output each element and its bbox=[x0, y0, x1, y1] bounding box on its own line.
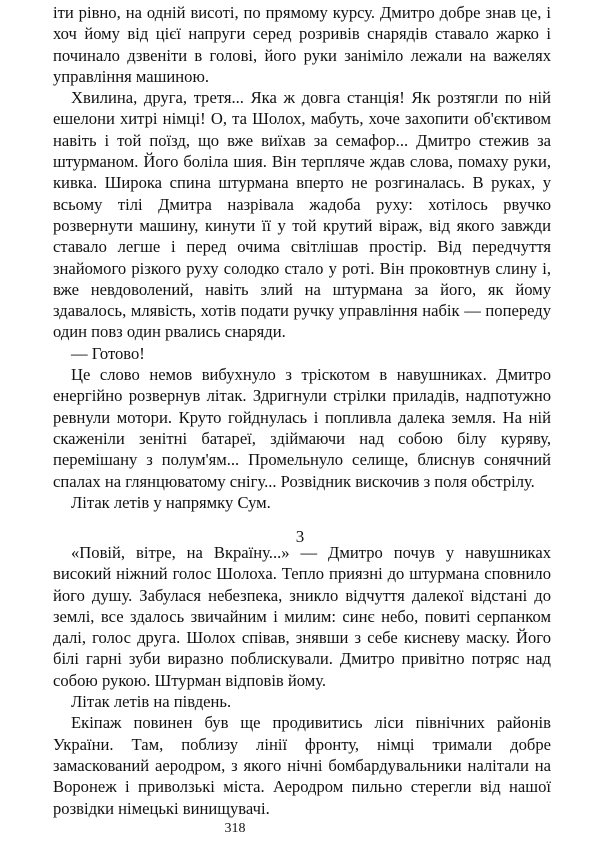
paragraph-ready: — Готово! bbox=[71, 343, 145, 363]
page-number: 318 bbox=[224, 821, 246, 836]
paragraph-continuation: іти рівно, на одній висоті, по прямому курсу. Дмитро добре знав це, і хоч йому від цієї напруги серед розривів снарядів ставало жарко і починало дзвеніти в голові, його руки заніміло лежали на важелях управління машиною. bbox=[53, 3, 551, 86]
paragraph-south: Літак летів на південь. bbox=[71, 692, 232, 712]
paragraph-song: «Повій, вітре, на Вкраїну...» — Дмитро почув у навушниках високий ніжний голос Шолоха. Тепло приязні до штурмана сповнило його душу. Забулася небезпека, зникло відчуття далекої відстані до землі, все здалось звичайним і милим: синє небо, повиті серпанком далі, голос друга. Шолох співав, знявши з себе кисневу маску. Його білі гарні зуби виразно поблискували. Дмитро привітно потряс над собою рукою. Штурман відповів йому. bbox=[53, 543, 551, 690]
paragraph-turn: Це слово немов вибухнуло з тріскотом в навушниках. Дмитро енергійно розвернув літак. Здригнули стрілки приладів, надпотужно ревнули мотори. Круто гойднулась і попливла далека земля. На ній скаженіли зенітні батареї, здіймаючи над собою білу куряву, перемішану з полум'ям... Промельнуло селище, блиснув сонячний спалах на глянцюватому снігу... Розвідник вискочив з поля обстрілу. bbox=[53, 365, 551, 491]
text-block-top bbox=[53, 2, 551, 513]
paragraph-station: Хвилина, друга, третя... Яка ж довга станція! Як розтягли по ній ешелони хитрі німці! О, та Шолох, мабуть, хоче захопити об'єктивом навіть і той поїзд, що вже виїхав за семафор... Дмитро стежив за штурманом. Його боліла шия. Він терпляче ждав слова, помаху руки, кивка. Широка спина штурмана вперто не розгиналась. В руках, у всьому тілі Дмитра назрівала жадоба руху: хотілось рвучко розвернути машину, кинути її у той крутий віраж, від якого завжди ставало легше і перед очима світлішав простір. Від передчуття знайомого різкого руху солодко стало у роті. Він проковтнув слину і, вже невдоволений, навіть злий на штурмана за його, як йому здавалось, млявість, хотів подати ручку управління набік — попереду один повз один рвались снаряди. bbox=[53, 88, 551, 342]
paragraph-crew: Екіпаж повинен був ще продивитись ліси північних районів України. Там, поблизу лінії фронту, німці тримали добре замаскований аеродром, з якого нічні бомбардувальники налітали на Воронеж і приволзькі міста. Аеродром пильно стерегли від нашої розвідки німецькі винищувачі. bbox=[53, 713, 551, 818]
paragraph-sumy: Літак летів у напрямку Сум. bbox=[71, 492, 271, 512]
chapter-number: 3 bbox=[295, 527, 305, 546]
text-block-bottom bbox=[53, 542, 551, 819]
